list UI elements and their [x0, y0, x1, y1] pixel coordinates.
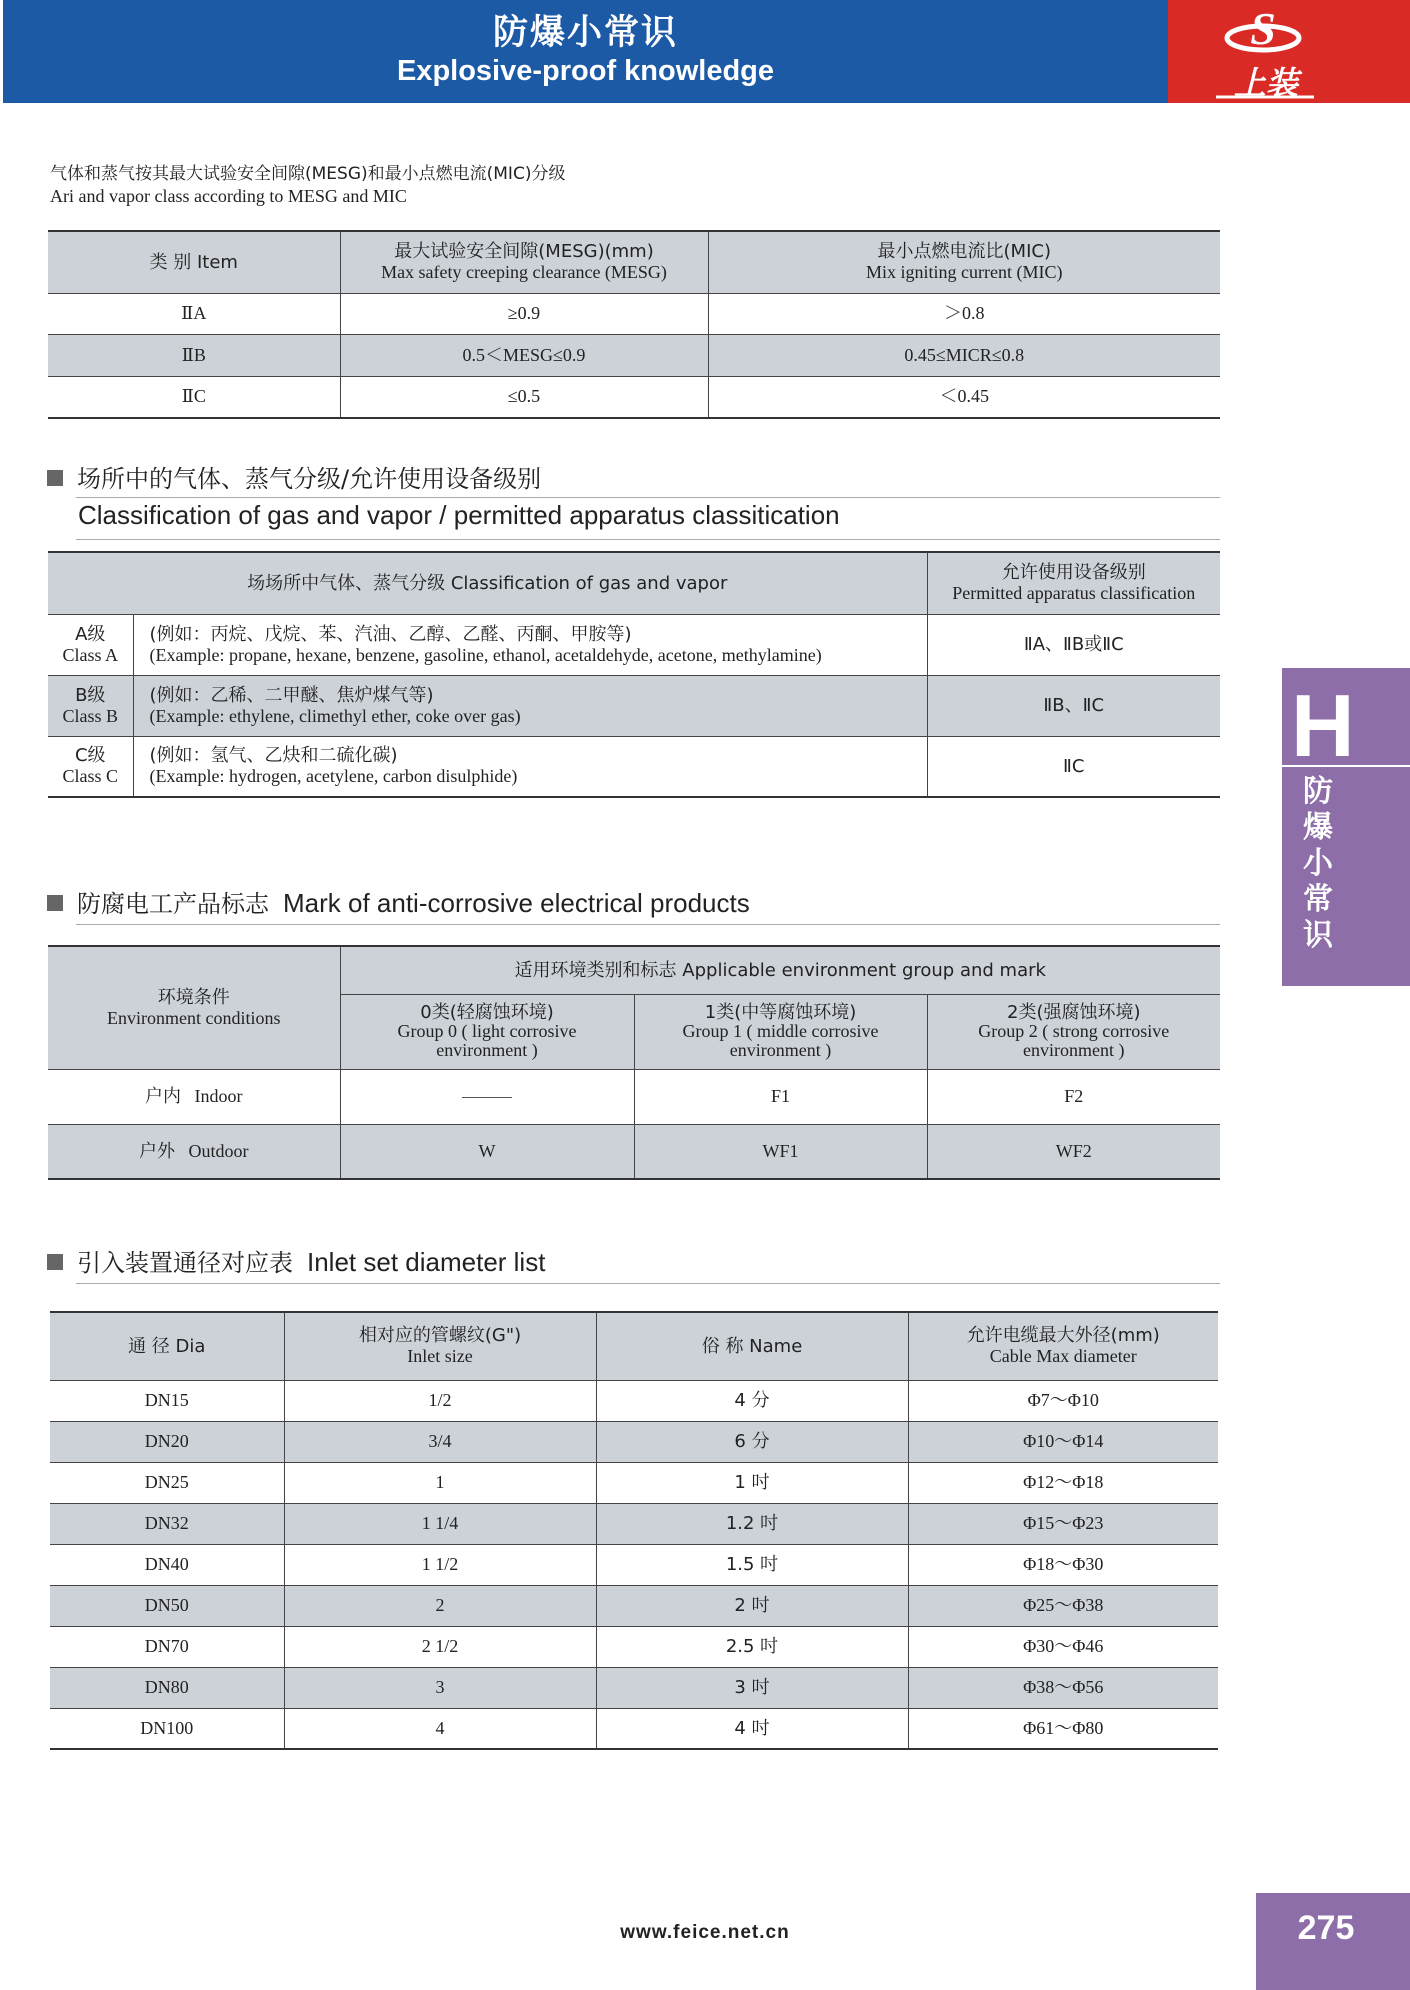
- intro-cn: 气体和蒸气按其最大试验安全间隙(MESG)和最小点燃电流(MIC)分级: [50, 164, 566, 184]
- table-cell: 4 吋: [596, 1708, 908, 1749]
- page-number-box: [1256, 1893, 1410, 1990]
- permitted-class: ⅡB、ⅡC: [927, 675, 1220, 736]
- table-cell: 0.45≤MICR≤0.8: [708, 334, 1220, 376]
- table-cell: 1.2 吋: [596, 1503, 908, 1544]
- table-cell: Φ30～Φ46: [908, 1626, 1218, 1667]
- table-cell: 0.5＜MESG≤0.9: [340, 334, 708, 376]
- website-url[interactable]: www.feice.net.cn: [620, 1922, 790, 1943]
- mark-cell: F1: [634, 1069, 927, 1124]
- chapter-letter: H: [1291, 676, 1355, 775]
- bullet-square-icon: [47, 470, 63, 486]
- table-cell: Φ38～Φ56: [908, 1667, 1218, 1708]
- table-cell: 2 1/2: [284, 1626, 596, 1667]
- table-cell: 3/4: [284, 1421, 596, 1462]
- header-mic: 最小点燃电流比(MIC) Mix igniting current (MIC): [708, 231, 1220, 293]
- table-cell: Φ18～Φ30: [908, 1544, 1218, 1585]
- header-applicable-group: 适用环境类别和标志 Applicable environment group and mark: [340, 946, 1220, 994]
- table-cell: DN40: [50, 1544, 284, 1585]
- mark-cell: WF2: [927, 1124, 1220, 1179]
- section-title: 防腐电工产品标志 Mark of anti-corrosive electrical products: [47, 884, 750, 919]
- anticorrosive-mark-table: [48, 945, 1220, 1180]
- chapter-divider: [1282, 765, 1410, 767]
- chapter-label: 防爆小常识: [1303, 774, 1333, 953]
- table-cell: DN20: [50, 1421, 284, 1462]
- class-examples: (例如：丙烷、戊烷、苯、汽油、乙醇、乙醛、丙酮、甲胺等) (Example: propane, hexane, benzene, gasoline, ethanol, acetaldehyde, acetone, methylamine): [133, 614, 927, 675]
- intro-en: Ari and vapor class according to MESG and MIC: [50, 186, 407, 206]
- mark-cell: F2: [927, 1069, 1220, 1124]
- brand-logo: [1168, 0, 1410, 103]
- class-label: A级 Class A: [48, 614, 133, 675]
- inlet-diameter-table: [50, 1311, 1218, 1750]
- table-cell: Φ12～Φ18: [908, 1462, 1218, 1503]
- header-permitted: 允许使用设备级别 Permitted apparatus classification: [927, 552, 1220, 614]
- table-cell: ⅡB: [48, 334, 340, 376]
- header-item: 类 别 Item: [48, 231, 340, 293]
- page-number: 275: [1297, 1909, 1355, 1947]
- environment-label: 户外 Outdoor: [48, 1124, 340, 1179]
- mark-cell: WF1: [634, 1124, 927, 1179]
- table-cell: Φ61～Φ80: [908, 1708, 1218, 1749]
- section-divider: [76, 497, 1220, 498]
- table-cell: 2 吋: [596, 1585, 908, 1626]
- mark-cell: W: [340, 1124, 634, 1179]
- table-cell: 1.5 吋: [596, 1544, 908, 1585]
- header-mesg: 最大试验安全间隙(MESG)(mm) Max safety creeping clearance (MESG): [340, 231, 708, 293]
- table-cell: 1 1/4: [284, 1503, 596, 1544]
- table-cell: DN15: [50, 1380, 284, 1421]
- table-cell: DN25: [50, 1462, 284, 1503]
- table-cell: 6 分: [596, 1421, 908, 1462]
- page-header: [3, 0, 1168, 103]
- table-cell: 2: [284, 1585, 596, 1626]
- intro-caption: [50, 163, 565, 207]
- table-cell: DN70: [50, 1626, 284, 1667]
- environment-label: 户内 Indoor: [48, 1069, 340, 1124]
- table-cell: 4 分: [596, 1380, 908, 1421]
- table-cell: 1: [284, 1462, 596, 1503]
- header-group-0: 0类(轻腐蚀环境) Group 0 ( light corrosive environment ): [340, 994, 634, 1069]
- header-title-cn: 防爆小常识: [492, 13, 678, 53]
- header-environment: 环境条件 Environment conditions: [48, 946, 340, 1069]
- class-label: B级 Class B: [48, 675, 133, 736]
- mark-cell: [340, 1069, 634, 1124]
- class-examples: (例如：氢气、乙炔和二硫化碳) (Example: hydrogen, acetylene, carbon disulphide): [133, 736, 927, 797]
- header-inlet-size: 相对应的管螺纹(G") Inlet size: [284, 1312, 596, 1380]
- table-cell: DN80: [50, 1667, 284, 1708]
- empty-dash: [462, 1097, 512, 1098]
- table-cell: Φ25～Φ38: [908, 1585, 1218, 1626]
- mesg-mic-table: [48, 230, 1220, 419]
- table-cell: ≤0.5: [340, 376, 708, 418]
- class-examples: (例如：乙稀、二甲醚、焦炉煤气等) (Example: ethylene, climethyl ether, coke over gas): [133, 675, 927, 736]
- section-divider: [76, 924, 1220, 925]
- header-dia: 通 径 Dia: [50, 1312, 284, 1380]
- header-group-2: 2类(强腐蚀环境) Group 2 ( strong corrosive environment ): [927, 994, 1220, 1069]
- table-cell: DN32: [50, 1503, 284, 1544]
- section-divider: [76, 1283, 1220, 1284]
- table-cell: 3 吋: [596, 1667, 908, 1708]
- bullet-square-icon: [47, 1254, 63, 1270]
- bullet-square-icon: [47, 895, 63, 911]
- table-cell: 1 1/2: [284, 1544, 596, 1585]
- table-cell: ＜0.45: [708, 376, 1220, 418]
- table-cell: 1/2: [284, 1380, 596, 1421]
- section-subtitle: Classification of gas and vapor / permitted apparatus classitication: [78, 500, 840, 530]
- table-cell: 1 吋: [596, 1462, 908, 1503]
- section-title: 场所中的气体、蒸气分级/允许使用设备级别: [47, 459, 541, 494]
- table-cell: 4: [284, 1708, 596, 1749]
- logo-text: 上装: [1233, 64, 1299, 102]
- gas-classification-table: [48, 551, 1220, 798]
- header-cable-diameter: 允许电缆最大外径(mm) Cable Max diameter: [908, 1312, 1218, 1380]
- permitted-class: ⅡC: [927, 736, 1220, 797]
- header-title-en: Explosive-proof knowledge: [396, 55, 775, 87]
- table-cell: 3: [284, 1667, 596, 1708]
- header-name: 俗 称 Name: [596, 1312, 908, 1380]
- section-title: 引入装置通径对应表 Inlet set diameter list: [47, 1243, 545, 1278]
- chapter-tab: [1282, 668, 1410, 986]
- table-cell: 2.5 吋: [596, 1626, 908, 1667]
- table-cell: Φ10～Φ14: [908, 1421, 1218, 1462]
- table-cell: Φ7～Φ10: [908, 1380, 1218, 1421]
- table-cell: DN50: [50, 1585, 284, 1626]
- table-cell: ⅡC: [48, 376, 340, 418]
- table-cell: ＞0.8: [708, 293, 1220, 334]
- header-gas-class: 场场所中气体、蒸气分级 Classification of gas and vapor: [48, 552, 927, 614]
- section-divider: [76, 539, 1220, 540]
- table-cell: Φ15～Φ23: [908, 1503, 1218, 1544]
- table-cell: DN100: [50, 1708, 284, 1749]
- svg-text:S: S: [1250, 3, 1276, 54]
- class-label: C级 Class C: [48, 736, 133, 797]
- table-cell: ⅡA: [48, 293, 340, 334]
- permitted-class: ⅡA、ⅡB或ⅡC: [927, 614, 1220, 675]
- logo-icon: [1168, 0, 1410, 103]
- header-group-1: 1类(中等腐蚀环境) Group 1 ( middle corrosive environment ): [634, 994, 927, 1069]
- table-cell: ≥0.9: [340, 293, 708, 334]
